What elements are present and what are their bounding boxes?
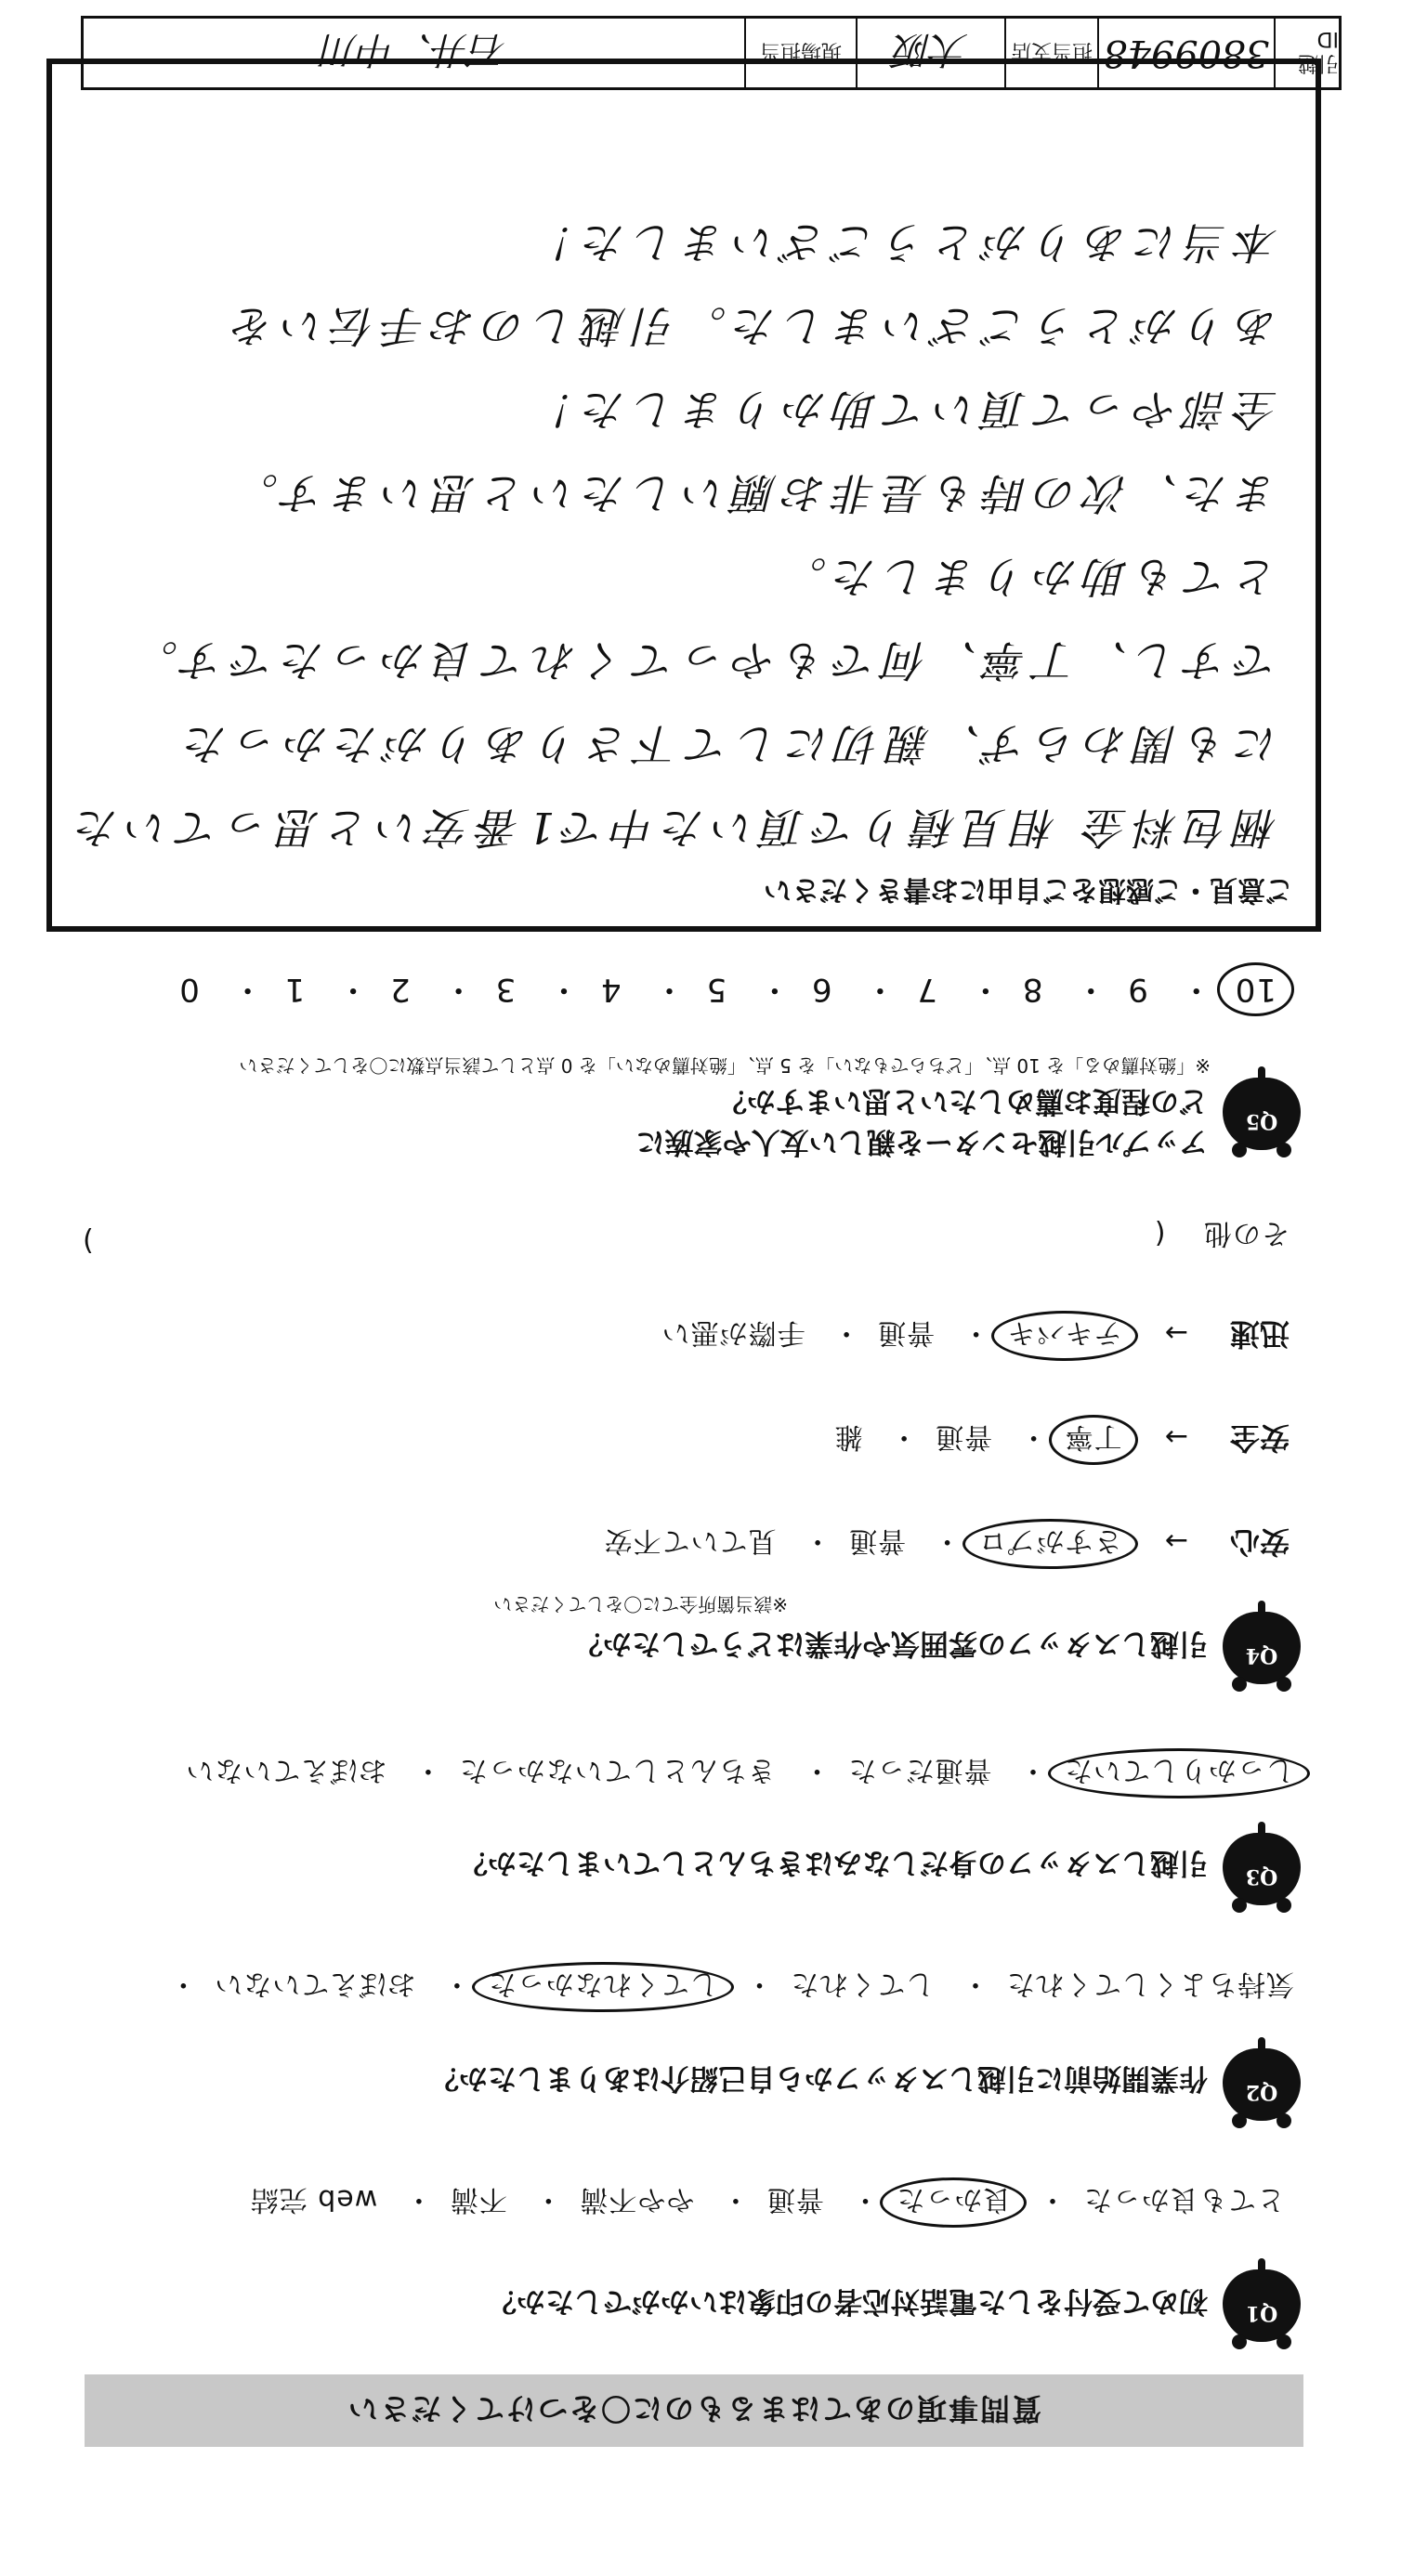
score-selected: 10 bbox=[1217, 962, 1294, 1016]
instruction-text: 質問事項のあてはまるものに〇をつけてください bbox=[347, 2391, 1042, 2426]
q4-row-anzen: 安全 → 丁寧・ 普通・ 雑 bbox=[834, 1419, 1290, 1461]
q2-options: 気持ちよくしてくれた・ してくれた・ してくれなかった・ おぼえていない・ bbox=[151, 1967, 1294, 2007]
info-label: 現場担当 bbox=[744, 19, 856, 87]
info-value: 石井、中川 bbox=[321, 28, 507, 72]
q4-note: ※該当箇所全てに〇をしてください bbox=[493, 1593, 788, 1615]
handwritten-line: 全部やって頂いて助かりました！ bbox=[526, 385, 1278, 435]
q2-option: してくれた bbox=[790, 1968, 935, 2000]
q1-selected-option: 良かった bbox=[880, 2177, 1027, 2228]
q4-question: 引越しスタッフの雰囲気や作業はどうでしたか？ bbox=[574, 1627, 1208, 1660]
q4-badge-icon: Q4 bbox=[1223, 1606, 1301, 1684]
handwritten-line: とても助かりました。 bbox=[777, 552, 1278, 602]
q3-option: 普通だった bbox=[847, 1754, 992, 1786]
q3-option: おぼえていない bbox=[185, 1754, 387, 1786]
q5-badge-icon: Q5 bbox=[1223, 1072, 1301, 1150]
handwritten-line: 本当にありがとうございました！ bbox=[526, 217, 1278, 268]
row-label: 迅速 bbox=[1229, 1316, 1290, 1352]
info-value: 大阪 bbox=[856, 19, 1004, 87]
q1-question: 初めて受付をした電話対応者の印象はいかがでしたか？ bbox=[488, 2284, 1208, 2318]
q1-option: やや不満 bbox=[579, 2183, 695, 2216]
q2-selected-option: してくれなかった bbox=[472, 1962, 734, 2012]
q4-other: その他 ( ) bbox=[82, 1217, 1290, 1257]
row-label: 安心 bbox=[1229, 1524, 1290, 1560]
q1-badge-icon: Q1 bbox=[1223, 2264, 1301, 2342]
handwritten-line: ありがとうございました。引越しのお手伝いを bbox=[225, 301, 1278, 351]
q3-option: きちんとしていなかった bbox=[458, 1754, 776, 1786]
q2-option: 気持ちよくしてくれた bbox=[1006, 1968, 1294, 2000]
q1-options: とても良かった・ 良かった・ 普通・ やや不満・ 不満・ web 完結 bbox=[250, 2182, 1285, 2223]
q3-badge-icon: Q3 bbox=[1223, 1827, 1301, 1905]
q4-anshin-selected: さすがプロ bbox=[962, 1519, 1138, 1569]
q5-question-line2: どの程度お薦めしたいと思いますか？ bbox=[718, 1084, 1208, 1118]
q3-options: しっかりしていた・ 普通だった・ きちんとしていなかった・ おぼえていない bbox=[185, 1753, 1294, 1794]
q4-row-jinsoku: 迅速 → テキパキ・ 普通・ 手際が悪い bbox=[661, 1314, 1290, 1357]
info-label: 引越 ID bbox=[1274, 19, 1339, 87]
score-scale: 10・ 9・ 8・ 7・ 6・ 5・ 4・ 3・ 2・ 1・ 0 bbox=[178, 967, 1278, 1015]
arrow-icon: → bbox=[1163, 1420, 1188, 1453]
handwritten-line: また、次の時も是非お願いしたいと思います。 bbox=[228, 468, 1278, 518]
q2-question: 作業開始前に引越しスタッフから自己紹介はありましたか？ bbox=[430, 2061, 1208, 2095]
row-label: 安全 bbox=[1229, 1420, 1290, 1456]
q1-option: 不満 bbox=[449, 2183, 507, 2216]
comment-title: ご意見・ご感想をご自由にお書きください bbox=[764, 873, 1293, 906]
arrow-icon: → bbox=[1163, 1316, 1188, 1349]
arrow-icon: → bbox=[1163, 1524, 1188, 1557]
handwritten-line: ですし、丁寧、何でもやってくれて良かったです。 bbox=[127, 635, 1278, 686]
q2-badge-icon: Q2 bbox=[1223, 2043, 1301, 2121]
q1-option: とても良かった bbox=[1083, 2183, 1285, 2216]
q1-option: 普通 bbox=[766, 2183, 824, 2216]
q1-option: web 完結 bbox=[249, 2183, 378, 2216]
comment-box bbox=[46, 59, 1321, 932]
q4-anzen-selected: 丁寧 bbox=[1049, 1415, 1138, 1465]
handwritten-line: 梱包料金 相見積りで頂いた中で1番安いと思っていた bbox=[69, 803, 1278, 853]
q2-option: おぼえていない bbox=[214, 1968, 416, 2000]
q3-selected-option: しっかりしていた bbox=[1048, 1748, 1310, 1798]
info-value: 3809948 bbox=[1097, 19, 1274, 87]
q5-question-line1: アップル引越センターを親しい友人や家族に bbox=[635, 1125, 1208, 1158]
info-table bbox=[81, 16, 1342, 90]
info-label: 担当支店 bbox=[1004, 19, 1097, 87]
q4-jinsoku-selected: テキパキ bbox=[991, 1311, 1138, 1361]
q3-question: 引越しスタッフの身だしなみはきちんとしていましたか？ bbox=[459, 1846, 1208, 1879]
q4-row-anshin: 安心 → さすがプロ・ 普通・ 見ていて不安 bbox=[604, 1523, 1290, 1565]
q5-note: ※「絶対薦める」を 10 点、「どちらでもない」を 5 点、「絶対薦めない」を 0 点として該当点数に〇をしてください bbox=[239, 1054, 1211, 1077]
handwritten-line: にも関わらず、親切にして下さりありがたかった bbox=[177, 719, 1278, 769]
instruction-banner bbox=[85, 2374, 1303, 2447]
